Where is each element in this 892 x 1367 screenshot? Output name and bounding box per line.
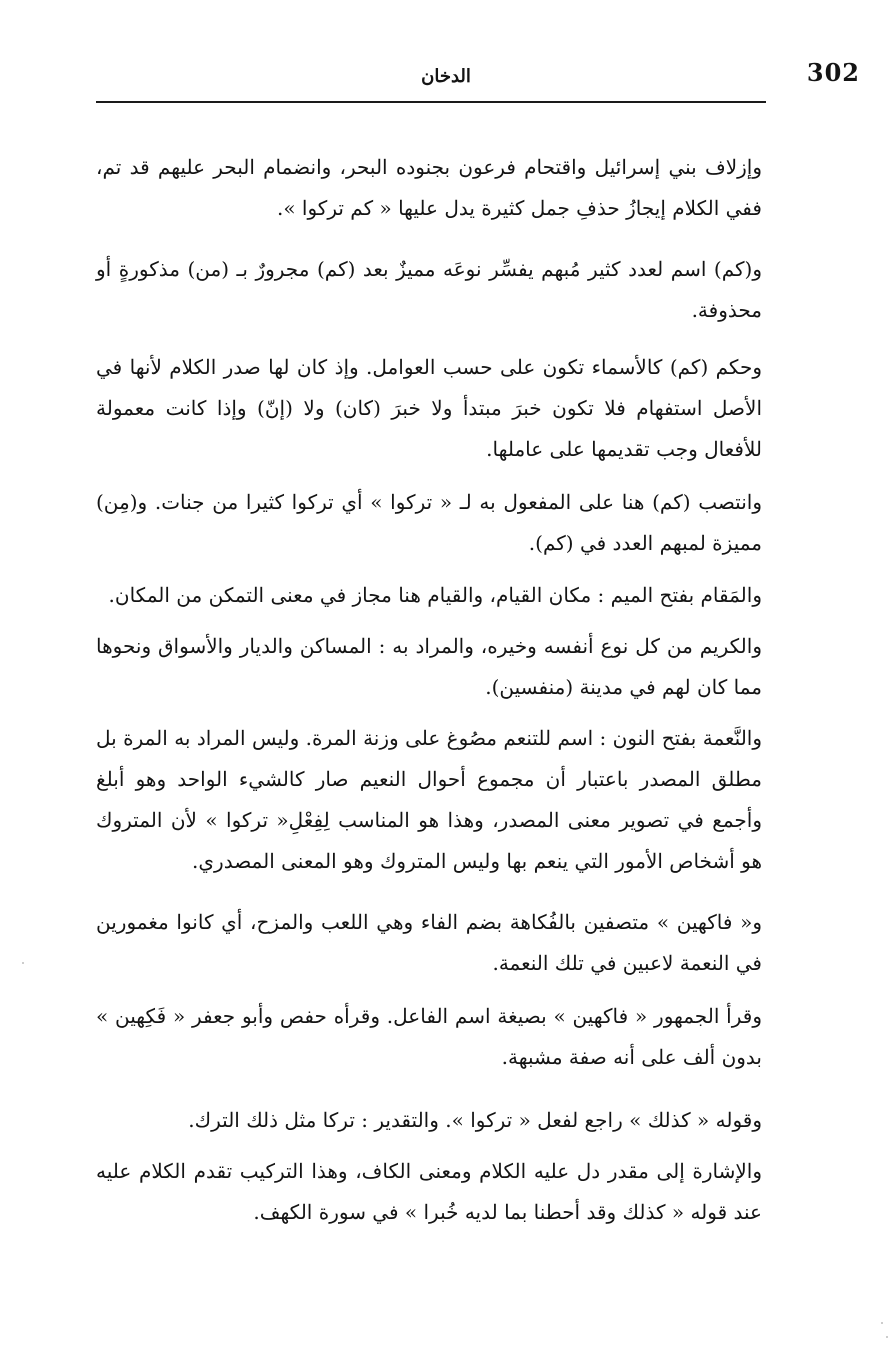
page-header [96,54,860,92]
paragraph-1: وإزلاف بني إسرائيل واقتحام فرعون بجنوده البحر، وانضمام البحر عليهم قد تم، ففي الكلام إيجازُ حذفِ جمل كثيرة يدل عليها « كم تركوا ». [96,155,762,220]
page-number: 302 [806,58,860,87]
scan-speck [881,1322,883,1324]
paragraph-9: وقرأ الجمهور « فاكهين » بصيغة اسم الفاعل. وقرأه حفص وأبو جعفر « فَكِهين » بدون ألف على أنه صفة مشبهة. [96,1004,762,1069]
scan-speck [886,1336,888,1338]
header-rule [96,101,766,103]
paragraph-2: و(كم) اسم لعدد كثير مُبهم يفسِّر نوعَه مميزٌ بعد (كم) مجرورٌ بـ (من) مذكورةٍ أو محذوفة. [96,257,762,322]
paragraph-10: وقوله « كذلك » راجع لفعل « تركوا ». والتقدير : تركا مثل ذلك الترك. [188,1108,762,1132]
paragraph-7: والنَّعمة بفتح النون : اسم للتنعم مصُوغ على وزنة المرة. وليس المراد به المرة بل مطلق المصدر باعتبار أن مجموع أحوال النعيم صار كالشيء الواحد وهو أبلغ وأجمع في تصوير معنى المصدر، وهذا هو المناسب لِفِعْلِ« تركوا » لأن المتروك هو أشخاص الأمور التي ينعم بها وليس المتروك وهو المعنى المصدري. [96,726,762,873]
paragraph-11: والإشارة إلى مقدر دل عليه الكلام ومعنى الكاف، وهذا التركيب تقدم الكلام عليه عند قوله « كذلك وقد أحطنا بما لديه خُبرا » في سورة الكهف. [96,1159,762,1224]
paragraph-8: و« فاكهين » متصفين بالفُكاهة بضم الفاء وهي اللعب والمزح، أي كانوا مغمورين في النعمة لاعبين في تلك النعمة. [96,910,762,975]
paragraph-6: والكريم من كل نوع أنفسه وخيره، والمراد به : المساكن والديار والأسواق ونحوها مما كان لهم في مدينة (منفسين). [96,634,762,699]
scan-speck [22,962,24,964]
running-title: الدخان [421,66,471,87]
paragraph-3: وحكم (كم) كالأسماء تكون على حسب العوامل. وإذ كان لها صدر الكلام لأنها في الأصل استفهام فلا تكون خبرَ مبتدأ ولا خبرَ (كان) ولا (إنّ) وإذا كانت معمولة للأفعال وجب تقديمها على عاملها. [96,355,762,461]
paragraph-4: وانتصب (كم) هنا على المفعول به لـ « تركوا » أي تركوا كثيرا من جنات. و(مِن) مميزة لمبهم العدد في (كم). [96,490,762,555]
paragraph-5: والمَقام بفتح الميم : مكان القيام، والقيام هنا مجاز في معنى التمكن من المكان. [108,583,762,607]
